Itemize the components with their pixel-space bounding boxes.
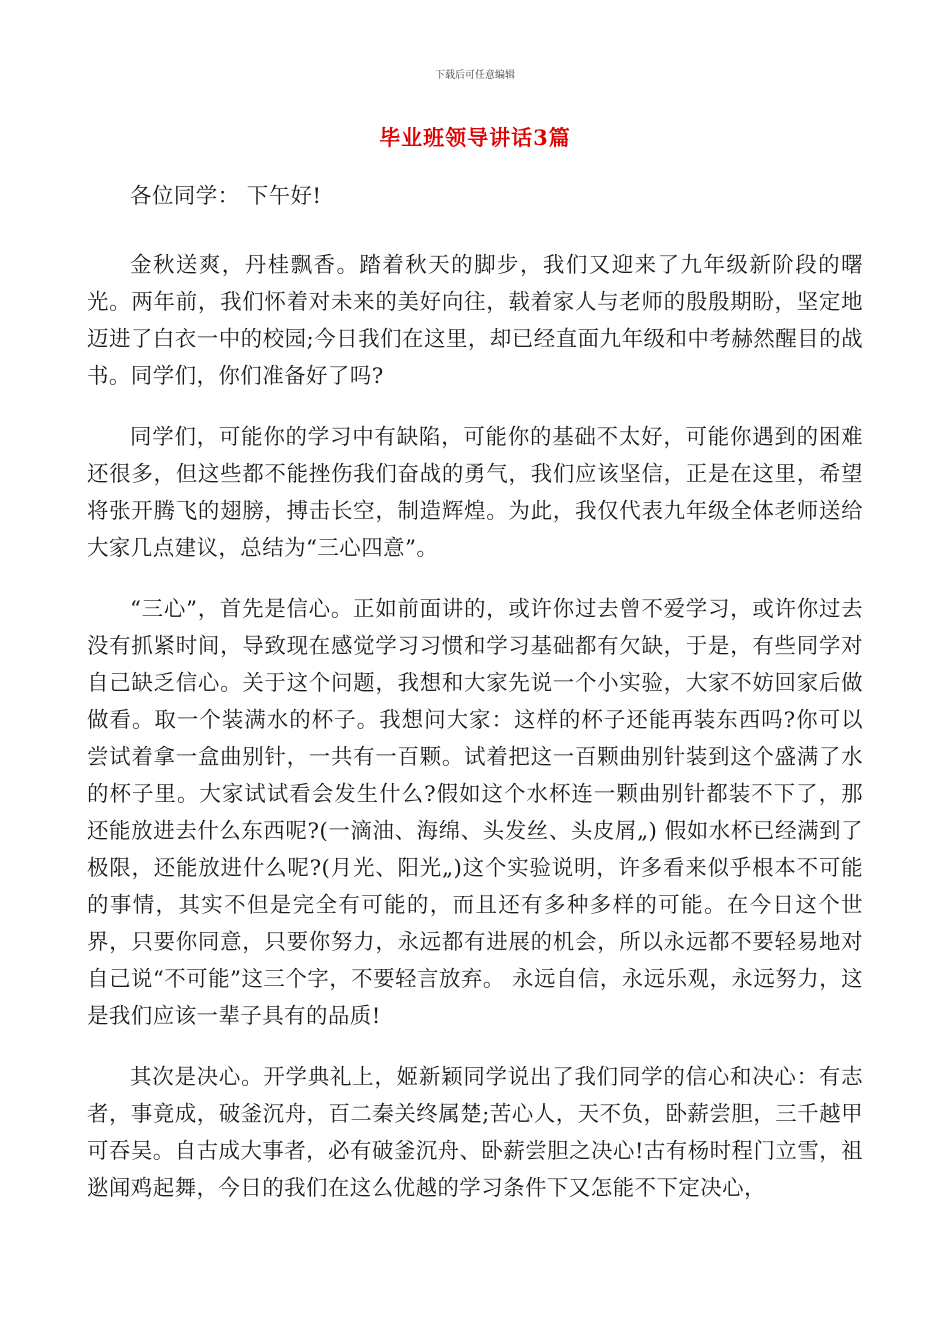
- paragraph-greeting: 各位同学： 下午好!: [130, 184, 322, 209]
- page-header-note: 下载后可任意编辑: [435, 70, 515, 81]
- paragraph: 其次是决心。开学典礼上，姬新颖同学说出了我们同学的信心和决心：有志者，事竟成，破釜沉舟，百二秦关终属楚;苦心人，天不负，卧薪尝胆，三千越甲可吞吴。自古成大事者，必有破釜沉舟、卧薪尝胆之决心!古有杨时程门立雪，祖逖闻鸡起舞，今日的我们在这么优越的学习条件下又怎能不下定决心，: [87, 1065, 863, 1201]
- document-title: 毕业班领导讲话3篇: [379, 125, 571, 150]
- paragraph: 同学们，可能你的学习中有缺陷，可能你的基础不太好，可能你遇到的困难还很多，但这些都不能挫伤我们奋战的勇气，我们应该坚信，正是在这里，希望将张开腾飞的翅膀，搏击长空，制造辉煌。为此，我仅代表九年级全体老师送给大家几点建议，总结为“三心四意”。: [87, 425, 863, 561]
- document-body: [87, 178, 863, 1231]
- paragraph: “三心”，首先是信心。正如前面讲的，或许你过去曾不爱学习，或许你过去没有抓紧时间，导致现在感觉学习习惯和学习基础都有欠缺，于是，有些同学对自己缺乏信心。关于这个问题，我想和大家先说一个小实验，大家不妨回家后做做看。取一个装满水的杯子。我想问大家：这样的杯子还能再装东西吗?你可以尝试着拿一盒曲别针，一共有一百颗。试着把这一百颗曲别针装到这个盛满了水的杯子里。大家试试看会发生什么?假如这个水杯连一颗曲别针都装不下了，那还能放进去什么东西呢?(一滴油、海绵、头发丝、头皮屑„) 假如水杯已经满到了极限，还能放进什么呢?(月光、阳光„)这个实验说明，许多看来似乎根本不可能的事情，其实不但是完全有可能的，而且还有多种多样的可能。在今日这个世界，只要你同意，只要你努力，永远都有进展的机会，所以永远都不要轻易地对自己说“不可能”这三个字，不要轻言放弃。 永远自信，永远乐观，永远努力，这是我们应该一辈子具有的品质!: [87, 597, 863, 1029]
- paragraph: 金秋送爽，丹桂飘香。踏着秋天的脚步，我们又迎来了九年级新阶段的曙光。两年前，我们怀着对未来的美好向往，载着家人与老师的殷殷期盼，坚定地迈进了白衣一中的校园;今日我们在这里，却已经直面九年级和中考赫然醒目的战书。同学们，你们准备好了吗?: [87, 253, 863, 389]
